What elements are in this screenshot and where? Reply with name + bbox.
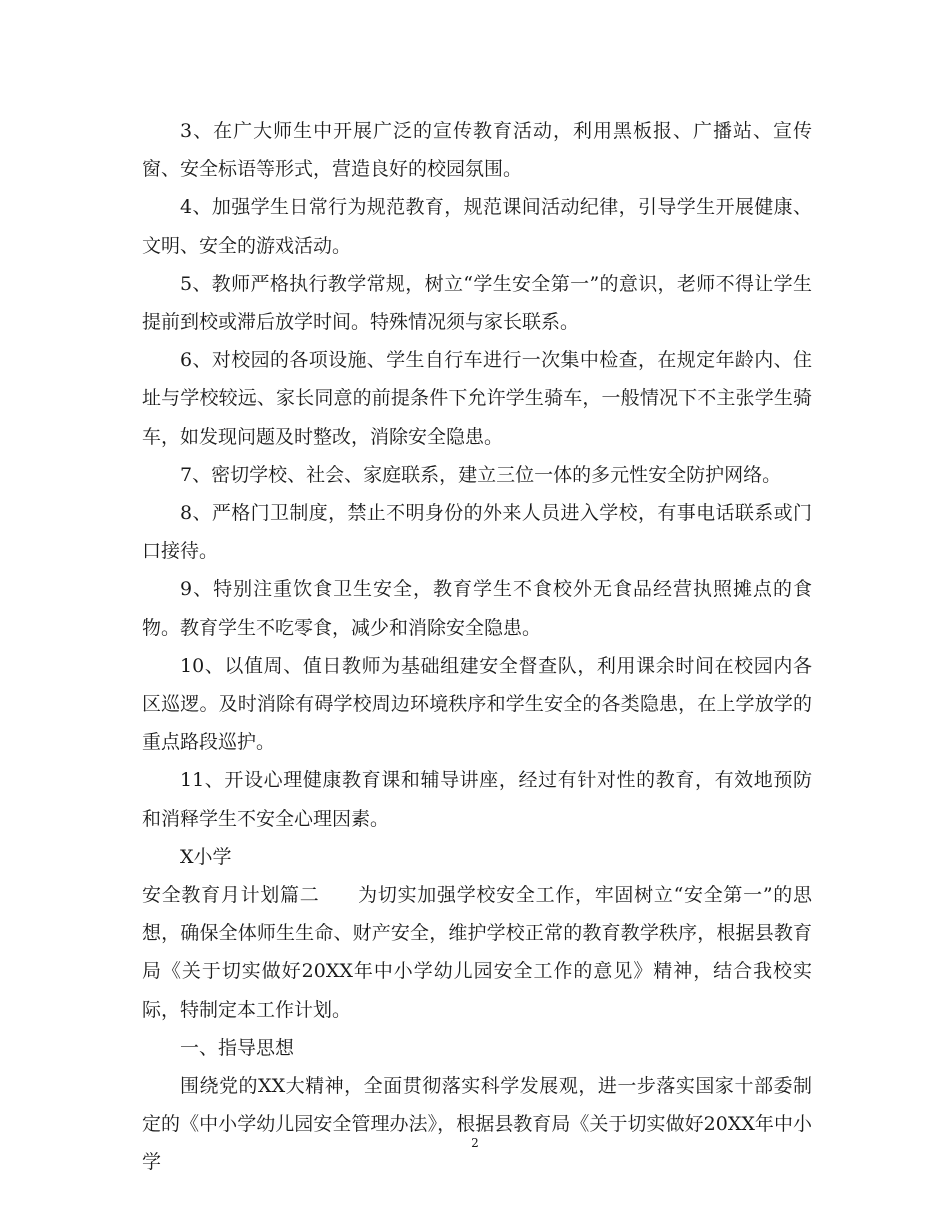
paragraph-item-5: 5、教师严格执行教学常规，树立“学生安全第一”的意识，老师不得让学生提前到校或滞后放学时间。特殊情况须与家长联系。: [142, 272, 812, 334]
section-intro-paragraph: [142, 876, 812, 1029]
paragraph-item-7: 7、密切学校、社会、家庭联系，建立三位一体的多元性安全防护网络。: [180, 463, 782, 486]
paragraph-item-11: 11、开设心理健康教育课和辅导讲座，经过有针对性的教育，有效地预防和消释学生不安全心理因素。: [142, 769, 812, 830]
section-heading: 安全教育月计划篇二: [142, 884, 320, 907]
paragraph-item-8: 8、严格门卫制度，禁止不明身份的外来人员进入学校，有事电话联系或门口接待。: [142, 502, 812, 563]
paragraph-item-10: 10、以值周、值日教师为基础组建安全督查队，利用课余时间在校园内各区巡逻。及时消除有碍学校周边环境秩序和学生安全的各类隐患，在上学放学的重点路段巡护。: [142, 654, 812, 754]
paragraph-item-4: 4、加强学生日常行为规范教育，规范课间活动纪律，引导学生开展健康、文明、安全的游戏活动。: [142, 196, 812, 257]
paragraph-item-3: 3、在广大师生中开展广泛的宣传教育活动，利用黑板报、广播站、宣传窗、安全标语等形式，营造良好的校园氛围。: [142, 120, 812, 181]
subsection-heading: 一、指导思想: [180, 1036, 295, 1059]
section-body: 为切实加强学校安全工作，牢固树立“安全第一”的思想，确保全体师生生命、财产安全，维护学校正常的教育教学秩序，根据县教育局《关于切实做好20XX年中小学幼儿园安全工作的意见》精神，结合我校实际，特制定本工作计划。: [142, 884, 812, 1021]
paragraph-item-9: 9、特别注重饮食卫生安全，教育学生不食校外无食品经营执照摊点的食物。教育学生不吃零食，减少和消除安全隐患。: [142, 578, 812, 639]
paragraph-item-6: 6、对校园的各项设施、学生自行车进行一次集中检查，在规定年龄内、住址与学校较远、家长同意的前提条件下允许学生骑车，一般情况下不主张学生骑车，如发现问题及时整改，消除安全隐患。: [142, 349, 812, 448]
guiding-thought-paragraph: 围绕党的XX大精神，全面贯彻落实科学发展观，进一步落实国家十部委制定的《中小学幼儿园安全管理办法》，根据县教育局《关于切实做好20XX年中小学: [142, 1075, 812, 1174]
document-body: [142, 112, 812, 1182]
page-number: 2: [471, 1136, 479, 1150]
school-signature: X小学: [180, 845, 232, 868]
